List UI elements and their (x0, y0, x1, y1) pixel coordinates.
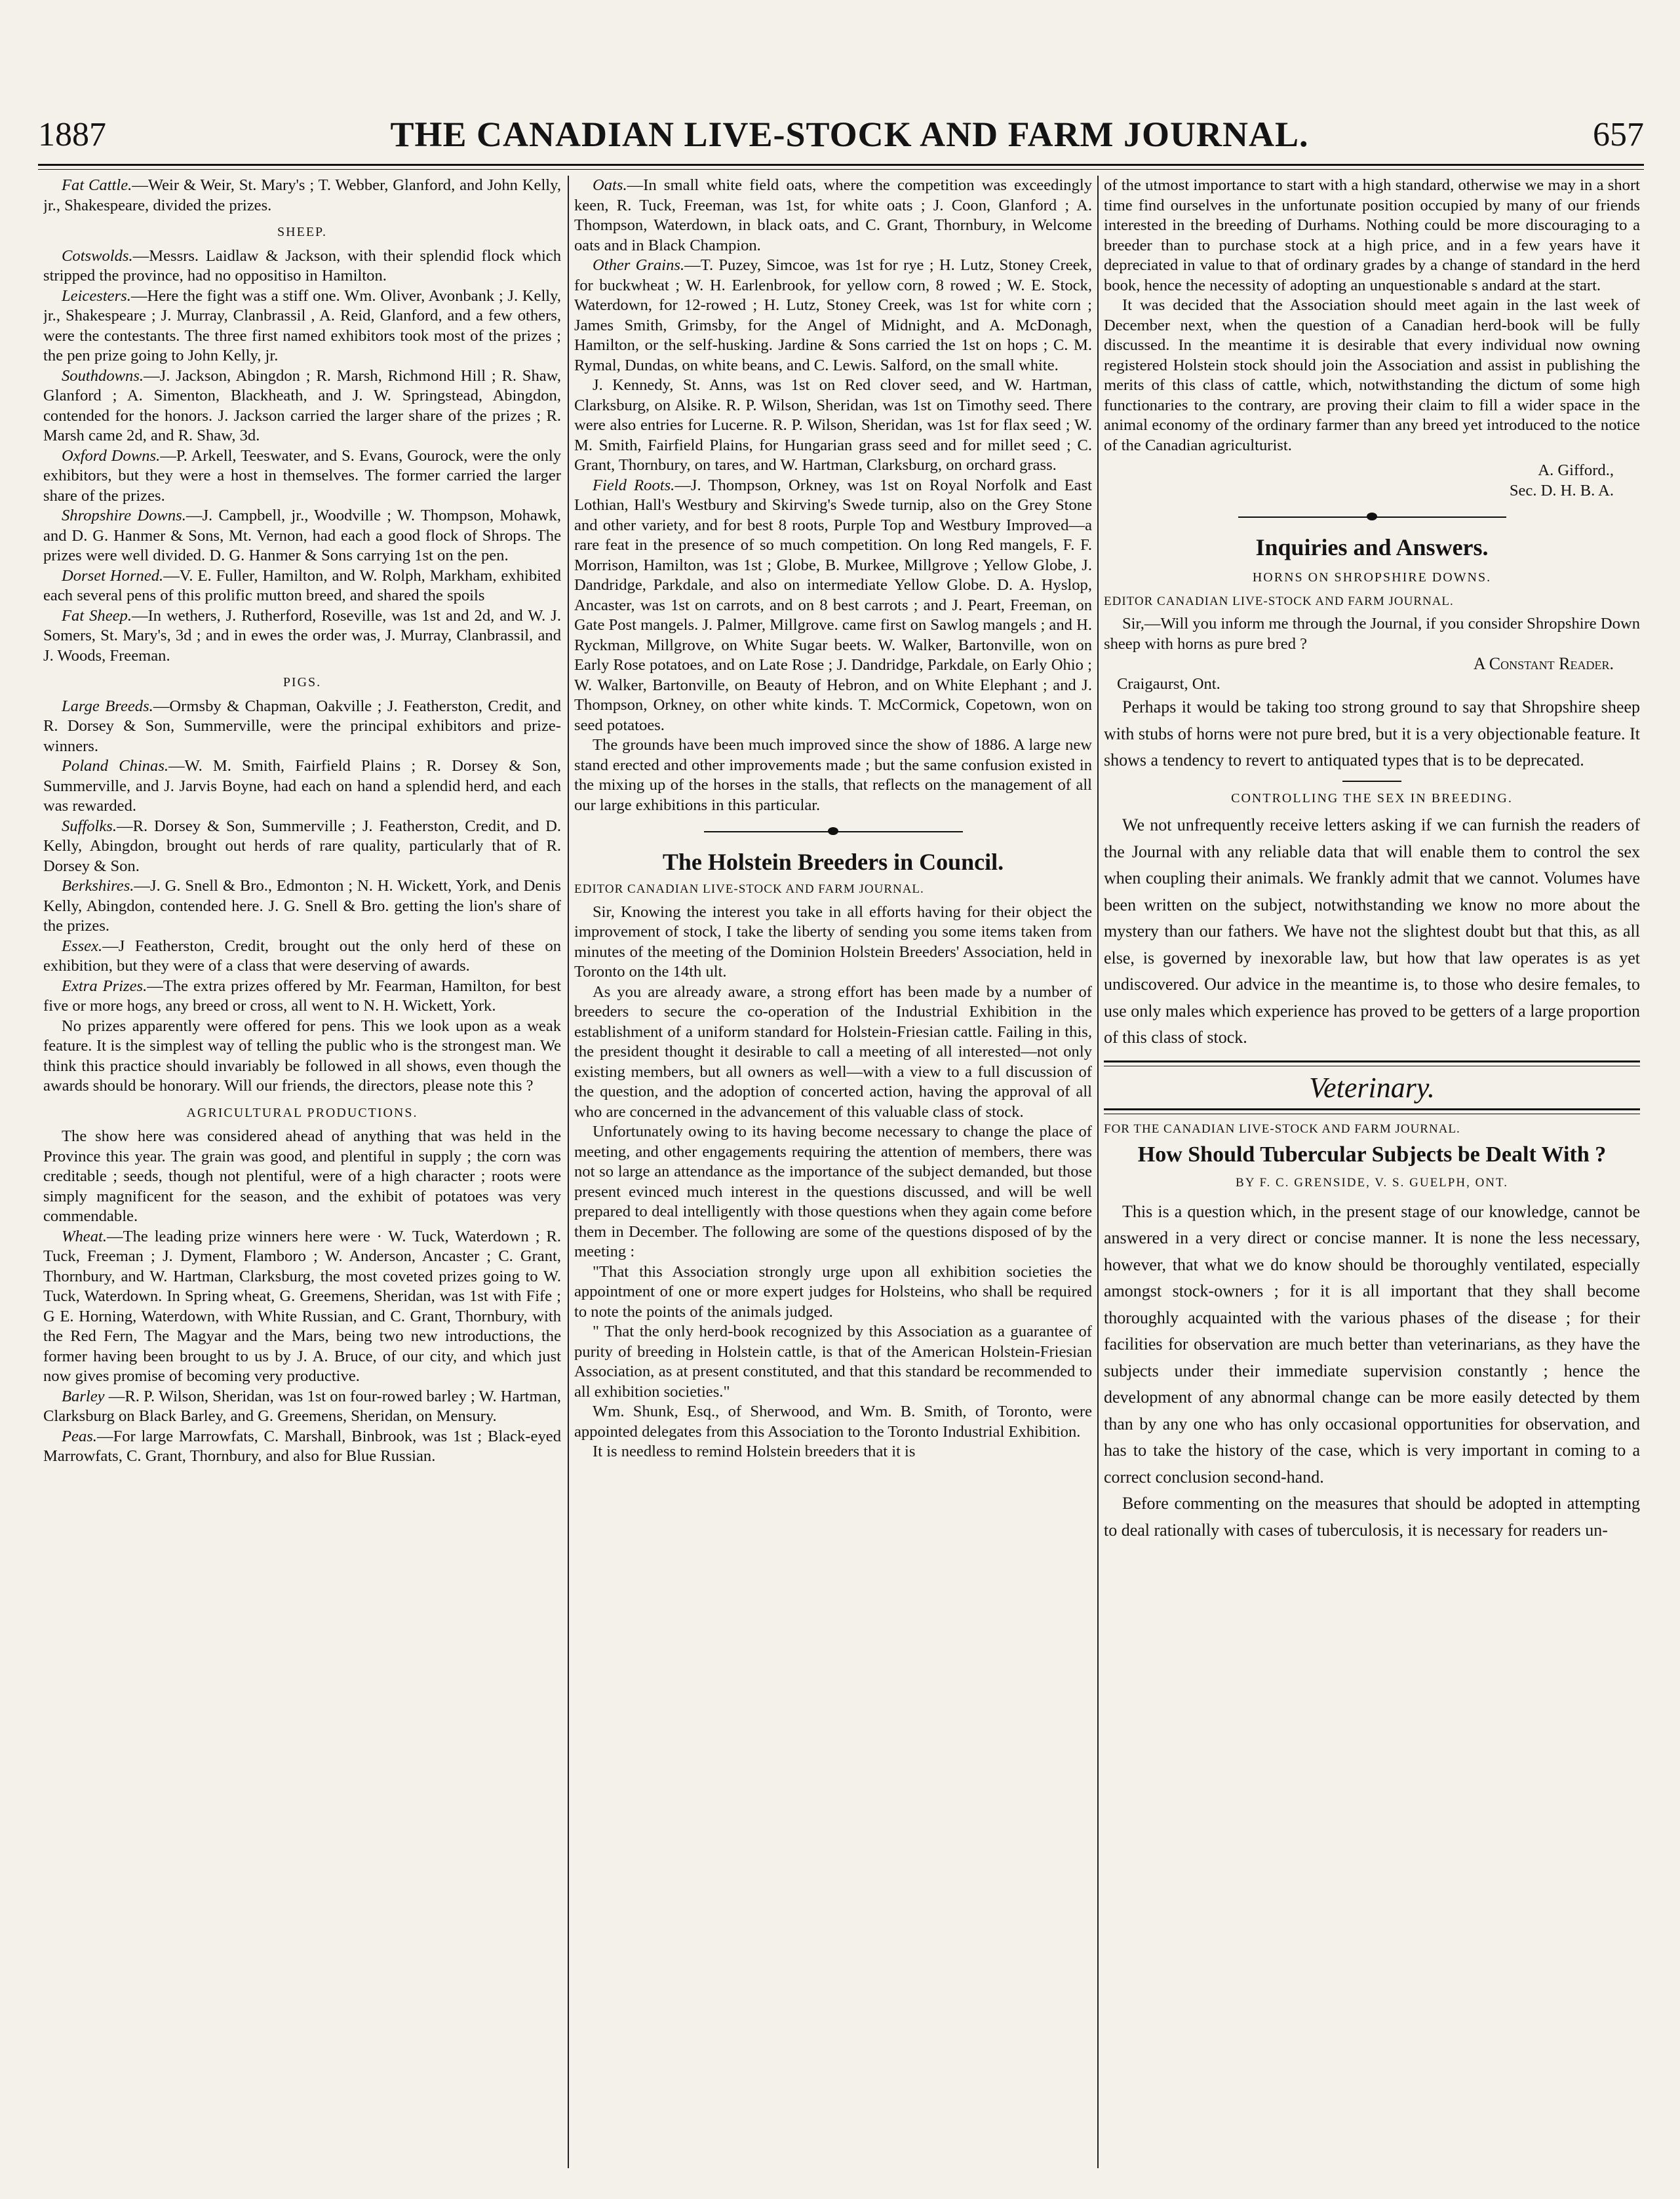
field-roots-text: —J. Thompson, Orkney, was 1st on Royal Norfolk and East Lothian, Hall's Westbury and Skirving's Swede turnip, also on the Grey Stone and other variety, and for best 8 roots, Purple Top and Westbury Improved—a rare feat in the presence of so much competition. On long Red mangels, F. F. Morrison, Hamilton, was 1st ; Globe, B. Murkee, Millgrove ; Yellow Globe, J. Dandridge, Parkdale, and also on intermediate Yellow Globe. D. A. Hyslop, Ancaster, was 1st on carrots, and on 8 best carrots ; and J. Peart, Freeman, on Gate Post mangels. J. Palmer, Millgrove. came first on Sawlog mangels ; and H. Ryckman, Millgrove, on White Sugar beets. W. Walker, Bartonville, won on Early Rose potatoes, and on Late Rose ; J. Dandridge, Parkdale, on Early Ohio ; W. Walker, Bartonville, on Beauty of Hebron, and on White Elephant ; and J. Thompson, Orkney, on other white kinds. T. McCormick, Copetown, won on seed potatoes. (574, 476, 1092, 734)
double-divider-2 (1104, 1108, 1640, 1114)
poland-text: —W. M. Smith, Fairfield Plains ; R. Dorsey & Son, Summerville, and J. Jarvis Boyne, had each on hand a splendid herd, and each was rewarded. (43, 757, 561, 815)
large-breeds-lead: Large Breeds. (62, 697, 153, 715)
dorset-text: —V. E. Fuller, Hamilton, and W. Rolph, Markham, exhibited each several pens of this prolific mutton breed, and shared the spoils (43, 566, 561, 604)
fat-cattle-text: —Weir & Weir, St. Mary's ; T. Webber, Glanford, and John Kelly, jr., Shakespeare, divided the prizes. (43, 176, 561, 214)
agricultural-heading: AGRICULTURAL PRODUCTIONS. (186, 1105, 418, 1120)
holstein-sir-paragraph: Sir, Knowing the interest you take in all efforts having for their object the improvement of stock, I take the liberty of sending you some items taken from minutes of the meeting of the Dominion Holstein Breeders' Association, held in Toronto on the 14th ult. (574, 903, 1092, 981)
inquiries-editor-line: EDITOR CANADIAN LIVE-STOCK AND FARM JOURNAL. (1104, 594, 1454, 608)
wheat-paragraph (43, 1227, 561, 1387)
holstein-continue-paragraph: of the utmost importance to start with a high standard, otherwise we may in a short time find ourselves in the unfortunate position occupied by many of our friends interested in the breeding of Durhams. Nothing could be more discouraging to a breeder than to purchase stock at a high price, and in a few years have it depreciated in value to that of ordinary grades by a change of standard in the herd book, hence the necessity of adopting an unquestionable s andard at the start. (1104, 176, 1640, 294)
peas-paragraph (43, 1427, 561, 1467)
extra-prizes-paragraph (43, 977, 561, 1017)
journal-title: THE CANADIAN LIVE-STOCK AND FARM JOURNAL. (390, 115, 1309, 154)
oxford-paragraph (43, 446, 561, 507)
berkshires-paragraph (43, 876, 561, 937)
dorset-paragraph (43, 566, 561, 606)
inquiries-title: Inquiries and Answers. (1255, 534, 1489, 560)
tubercular-question-paragraph: This is a question which, in the present stage of our knowledge, cannot be answered in a very direct or concise manner. It is none the less necessary, however, that what we do know should be thoroughly ventilated, especially amongst stock-owners ; for it is all important that they shall become thoroughly acquainted with the various phases of the disease ; for their facilities for observation are much better than veterinarians, as they have the subjects under their immediate supervision constantly ; hence the development of any abnormal change can be more easily detected by them than by any one who has only occasional opportunities for observation, and has to take the history of the case, which is very important in coming to a correct conclusion second-hand. (1104, 1201, 1640, 1487)
dorset-lead: Dorset Horned. (62, 566, 164, 585)
extra-prizes-lead: Extra Prizes. (62, 977, 147, 995)
shropshire-paragraph (43, 506, 561, 566)
holstein-quote-2: " That the only herd-book recognized by this Association as a guarantee of purity of breeding in Holstein cattle, is that of the American Holstein-Friesian Association, as at present constituted, and that this standard be recommended to all exhibition societies." (574, 1323, 1092, 1401)
oxford-lead: Oxford Downs. (62, 446, 161, 465)
tubercular-before-paragraph: Before commenting on the measures that should be adopted in attempting to deal rationally with cases of tuberculosis, it is necessary for readers un- (1104, 1494, 1640, 1540)
sir-question: Sir,—Will you inform me through the Journal, if you consider Shropshire Down sheep with horns as pure bred ? (1104, 615, 1640, 653)
oats-paragraph (574, 176, 1092, 256)
double-divider (1104, 1061, 1640, 1066)
other-grains-paragraph (574, 256, 1092, 376)
signature-title: Sec. D. H. B. A. (1509, 481, 1614, 499)
large-breeds-paragraph (43, 697, 561, 757)
essex-paragraph (43, 937, 561, 977)
holstein-shunk-paragraph: Wm. Shunk, Esq., of Sherwood, and Wm. B. Smith, of Toronto, were appointed delegates from this Association to the Toronto Industrial Exhibition. (574, 1403, 1092, 1441)
fat-sheep-paragraph (43, 606, 561, 667)
grounds-paragraph: The grounds have been much improved since the show of 1886. A large new stand erected and other improvements made ; but the same confusion existed in the mixing up of the horses in the stalls, that reflects on the management of all our large exhibitions in this particular. (574, 736, 1092, 814)
header-rule-thin (38, 169, 1644, 170)
tubercular-byline: BY F. C. GRENSIDE, V. S. GUELPH, ONT. (1236, 1176, 1508, 1190)
no-prizes-paragraph: No prizes apparently were offered for pens. This we look upon as a weak feature. It is the simplest way of telling the public who is the strongest man. We think this practice should invariably be followed in all shows, even though the awards should be honorary. Will our friends, the directors, please note this ? (43, 1017, 561, 1095)
holstein-editor-line: EDITOR CANADIAN LIVE-STOCK AND FARM JOURNAL. (574, 882, 924, 896)
barley-lead: Barley (62, 1387, 105, 1405)
short-divider (1342, 781, 1401, 782)
page-number: 657 (1592, 115, 1644, 153)
column-divider-1 (568, 176, 569, 2168)
holstein-article-title: The Holstein Breeders in Council. (662, 849, 1004, 875)
field-roots-lead: Field Roots. (593, 476, 675, 494)
suffolks-text: —R. Dorsey & Son, Summerville ; J. Featherston, Credit, and D. Kelly, Abingdon, brought out herds of rare quality, particularly that of R. Dorsey & Son. (43, 817, 561, 875)
berkshires-text: —J. G. Snell & Bro., Edmonton ; N. H. Wickett, York, and Denis Kelly, Abingdon, contended here. J. G. Snell & Bro. getting the lion's share of the prizes. (43, 877, 561, 935)
section-ornament-divider-2 (1104, 509, 1640, 526)
southdowns-text: —J. Jackson, Abingdon ; R. Marsh, Richmond Hill ; R. Shaw, Glanford ; A. Simenton, Blackheath, and J. W. Springstead, Abingdon, contended for the honors. J. Jackson carried the larger share of the prizes ; R. Marsh came 2d, and R. Shaw, 3d. (43, 366, 561, 444)
signature-name: A. Gifford., (1538, 461, 1614, 479)
shropshire-lead: Shropshire Downs. (62, 507, 186, 524)
poland-lead: Poland Chinas. (62, 757, 169, 775)
poland-paragraph (43, 756, 561, 817)
fat-cattle-paragraph (43, 176, 561, 216)
column-2 (574, 176, 1092, 2171)
southdowns-lead: Southdowns. (62, 366, 144, 385)
essex-lead: Essex. (62, 937, 103, 955)
oxford-text: —P. Arkell, Teeswater, and S. Evans, Gourock, were the only exhibitors, but they were a host in themselves. The former carried the larger share of the prizes. (43, 446, 561, 505)
large-breeds-text: —Ormsby & Chapman, Oakville ; J. Featherston, Credit, and R. Dorsey & Son, Summerville, were the principal exhibitors and prize-winners. (43, 697, 561, 755)
berkshires-lead: Berkshires. (62, 877, 134, 895)
show-paragraph: The show here was considered ahead of anything that was held in the Province this year. The grain was good, and plentiful in supply ; the corn was creditable ; seeds, though not plentiful, were of a high character ; roots were simply magnificent for the season, and the exhibit of potatoes was very commendable. (43, 1127, 561, 1225)
wheat-lead: Wheat. (62, 1227, 107, 1245)
oats-text: —In small white field oats, where the competition was exceedingly keen, R. Tuck, Freeman, was 1st, for white oats ; J. Coon, Glanford ; A. Thompson, Waterdown, in black oats, and C. Grant, Thornbury, in Welcome oats and in Black Champion. (574, 176, 1092, 254)
sex-heading: CONTROLLING THE SEX IN BREEDING. (1231, 790, 1513, 806)
leicesters-paragraph (43, 286, 561, 366)
oats-lead: Oats. (593, 176, 627, 194)
holstein-quote-1: "That this Association strongly urge upon all exhibition societies the appointment of one or more expert judges for Holsteins, who shall be required to note the points of the animals judged. (574, 1262, 1092, 1321)
suffolks-lead: Suffolks. (62, 817, 117, 835)
barley-paragraph (43, 1387, 561, 1427)
column-1 (43, 176, 561, 2171)
field-roots-paragraph (574, 476, 1092, 736)
peas-lead: Peas. (62, 1427, 97, 1445)
wheat-text: —The leading prize winners here were · W. Tuck, Waterdown ; R. Tuck, Freeman ; J. Dyment, Flamboro ; W. Anderson, Ancaster ; C. Grant, Thornbury, and W. Hartman, Clarksburg, the most coveted prizes going to W. Tuck, Waterdown. In Spring wheat, G. Greemens, Sheridan, was 1st with Fife ; G E. Horning, Waterdown, with White Russian, and C. Grant, Thornbury, with the Red Fern, The Magyar and the Mars, being two new introductions, the former having been brought to us by J. A. Bruce, of our city, and which just now gives promise of becoming very productive. (43, 1227, 561, 1385)
peas-text: —For large Marrowfats, C. Marshall, Binbrook, was 1st ; Black-eyed Marrowfats, C. Grant, Thornbury, and also for Blue Russian. (43, 1427, 561, 1465)
constant-reader: A Constant Reader. (1473, 654, 1614, 673)
header-rule (38, 164, 1644, 166)
essex-text: —J Featherston, Credit, brought out the only herd of these on exhibition, but they were of a class that were deserving of awards. (43, 937, 561, 975)
holstein-aware-paragraph: As you are already aware, a strong effort has been made by a number of breeders to secure the co-operation of the Industrial Exhibition in the establishment of a uniform standard for Holstein-Friesian cattle. Failing in this, the president thought it desirable to call a meeting of all interested—not only existing members, but all owners as well—with a view to a full discussion of the question, and the adoption of concerted action, having the approval of all who are concerned in the advancement of this valuable class of stock. (574, 983, 1092, 1121)
fat-sheep-text: —In wethers, J. Rutherford, Roseville, was 1st and 2d, and W. J. Somers, St. Mary's, 3d ; and in ewes the order was, J. Murray, Clanbrassil, and J. Woods, Freeman. (43, 606, 561, 665)
fat-sheep-lead: Fat Sheep. (62, 606, 132, 625)
leicesters-lead: Leicesters. (62, 286, 131, 305)
issue-year: 1887 (38, 115, 106, 153)
section-ornament-divider (574, 823, 1092, 840)
cotswolds-paragraph (43, 246, 561, 286)
kennedy-paragraph: J. Kennedy, St. Anns, was 1st on Red clover seed, and W. Hartman, Clarksburg, on Alsike. R. P. Wilson, Sheridan, was 1st on Timothy seed. There were also entries for Lucerne. R. P. Wilson, Sheridan, was 1st for flax seed ; W. M. Smith, Fairfield Plains, for Hungarian grass seed and for millet seed ; C. Grant, Thornbury, on tares, and W. Hartman, Clarksburg, on orchard grass. (574, 376, 1092, 474)
horns-answer: Perhaps it would be taking too strong ground to say that Shropshire sheep with stubs of horns were not pure bred, but it is a very objectionable feature. It shows a tendency to revert to antiquated types that is to be deprecated. (1104, 697, 1640, 769)
veterinary-title: Veterinary. (1309, 1071, 1435, 1104)
fat-cattle-lead: Fat Cattle. (62, 176, 132, 194)
column-divider-2 (1097, 176, 1099, 2168)
extra-prizes-text: —The extra prizes offered by Mr. Fearman, Hamilton, for best five or more hogs, any breed or cross, all went to N. H. Wickett, York. (43, 977, 561, 1015)
other-grains-lead: Other Grains. (593, 256, 685, 274)
horns-heading: HORNS ON SHROPSHIRE DOWNS. (1252, 570, 1492, 585)
shropshire-text: —J. Campbell, jr., Woodville ; W. Thompson, Mohawk, and D. G. Hanmer & Sons, Mt. Vernon, had each a good flock of Shrops. The prizes were well divided. D. G. Hanmer & Sons carrying 1st on the pen. (43, 507, 561, 564)
sheep-heading: SHEEP. (277, 225, 327, 239)
other-grains-text: —T. Puzey, Simcoe, was 1st for rye ; H. Lutz, Stoney Creek, for buckwheat ; W. H. Earlenbrook, for yellow corn, 8 rowed ; W. E. Stock, Waterdown, for 12-rowed ; H. Lutz, Stoney Creek, was 1st for white corn ; James Smith, Grimsby, for the Angel of Midnight, and A. McDonagh, Hamilton, or the self-husking. Jardine & Sons carried the 1st on hops ; C. M. Rymal, Dundas, on white beans, and C. Lewis. Salford, on the small white. (574, 256, 1092, 374)
tubercular-title: How Should Tubercular Subjects be Dealt With ? (1137, 1142, 1607, 1167)
barley-text: —R. P. Wilson, Sheridan, was 1st on four-rowed barley ; W. Hartman, Clarksburg on Black Barley, and G. Greemens, Sheridan, on Mensury. (43, 1387, 561, 1425)
pigs-heading: PIGS. (283, 675, 322, 690)
holstein-needless-paragraph: It is needless to remind Holstein breeders that it is (593, 1443, 916, 1460)
column-3 (1104, 176, 1640, 2171)
reader-place: Craigaurst, Ont. (1117, 674, 1221, 693)
page-header (38, 108, 1644, 161)
southdowns-paragraph (43, 366, 561, 446)
holstein-decided-paragraph: It was decided that the Association should meet again in the last week of December next, when the question of a Canadian herd-book will be fully discussed. In the meantime it is desirable that every individual now owning registered Holstein stock should join the Association and assist in publishing the merits of this class of cattle, which, notwithstanding the dictum of some high functionaries to the contrary, are proving their claim to fill a wider space in the animal economy of the ordinary farmer than any breed yet introduced to the notice of the Canadian agriculturist. (1104, 296, 1640, 454)
leicesters-text: —Here the fight was a stiff one. Wm. Oliver, Avonbank ; J. Kelly, jr., Shakespeare ; J. Murray, Clanbrassil , A. Reid, Glanford, and a few others, were the contestants. The three first named exhibitors took most of the prizes ; the pen prize going to John Kelly, jr. (43, 286, 561, 364)
suffolks-paragraph (43, 817, 561, 877)
veterinary-for-line: FOR THE CANADIAN LIVE-STOCK AND FARM JOURNAL. (1104, 1121, 1460, 1136)
cotswolds-text: —Messrs. Laidlaw & Jackson, with their splendid flock which stripped the province, had no oppositiso in Hamilton. (43, 246, 561, 284)
cotswolds-lead: Cotswolds. (62, 246, 133, 265)
sex-paragraph: We not unfrequently receive letters asking if we can furnish the readers of the Journal with any reliable data that will enable them to control the sex when coupling their animals. We frankly admit that we cannot. Volumes have been written on the subject, notwithstanding we know no more about the mystery than our fathers. We have not the slightest doubt but that this, as all else, is governed by inexorable law, but how that law operates is as yet undiscovered. Our advice in the meantime is, to those who desire females, to use only males which experience has proved to be getters of a large proportion of this class of stock. (1104, 815, 1640, 1047)
holstein-unfortunately-paragraph: Unfortunately owing to its having become necessary to change the place of meeting, and other engagements requiring the attention of members, there was not so large an attendance as the importance of the subject demanded, but those present evinced much interest in the questions discussed, and will be well prepared to deal intelligently with those questions when they again come before them in December. The following are some of the questions disposed of by the meeting : (574, 1123, 1092, 1260)
